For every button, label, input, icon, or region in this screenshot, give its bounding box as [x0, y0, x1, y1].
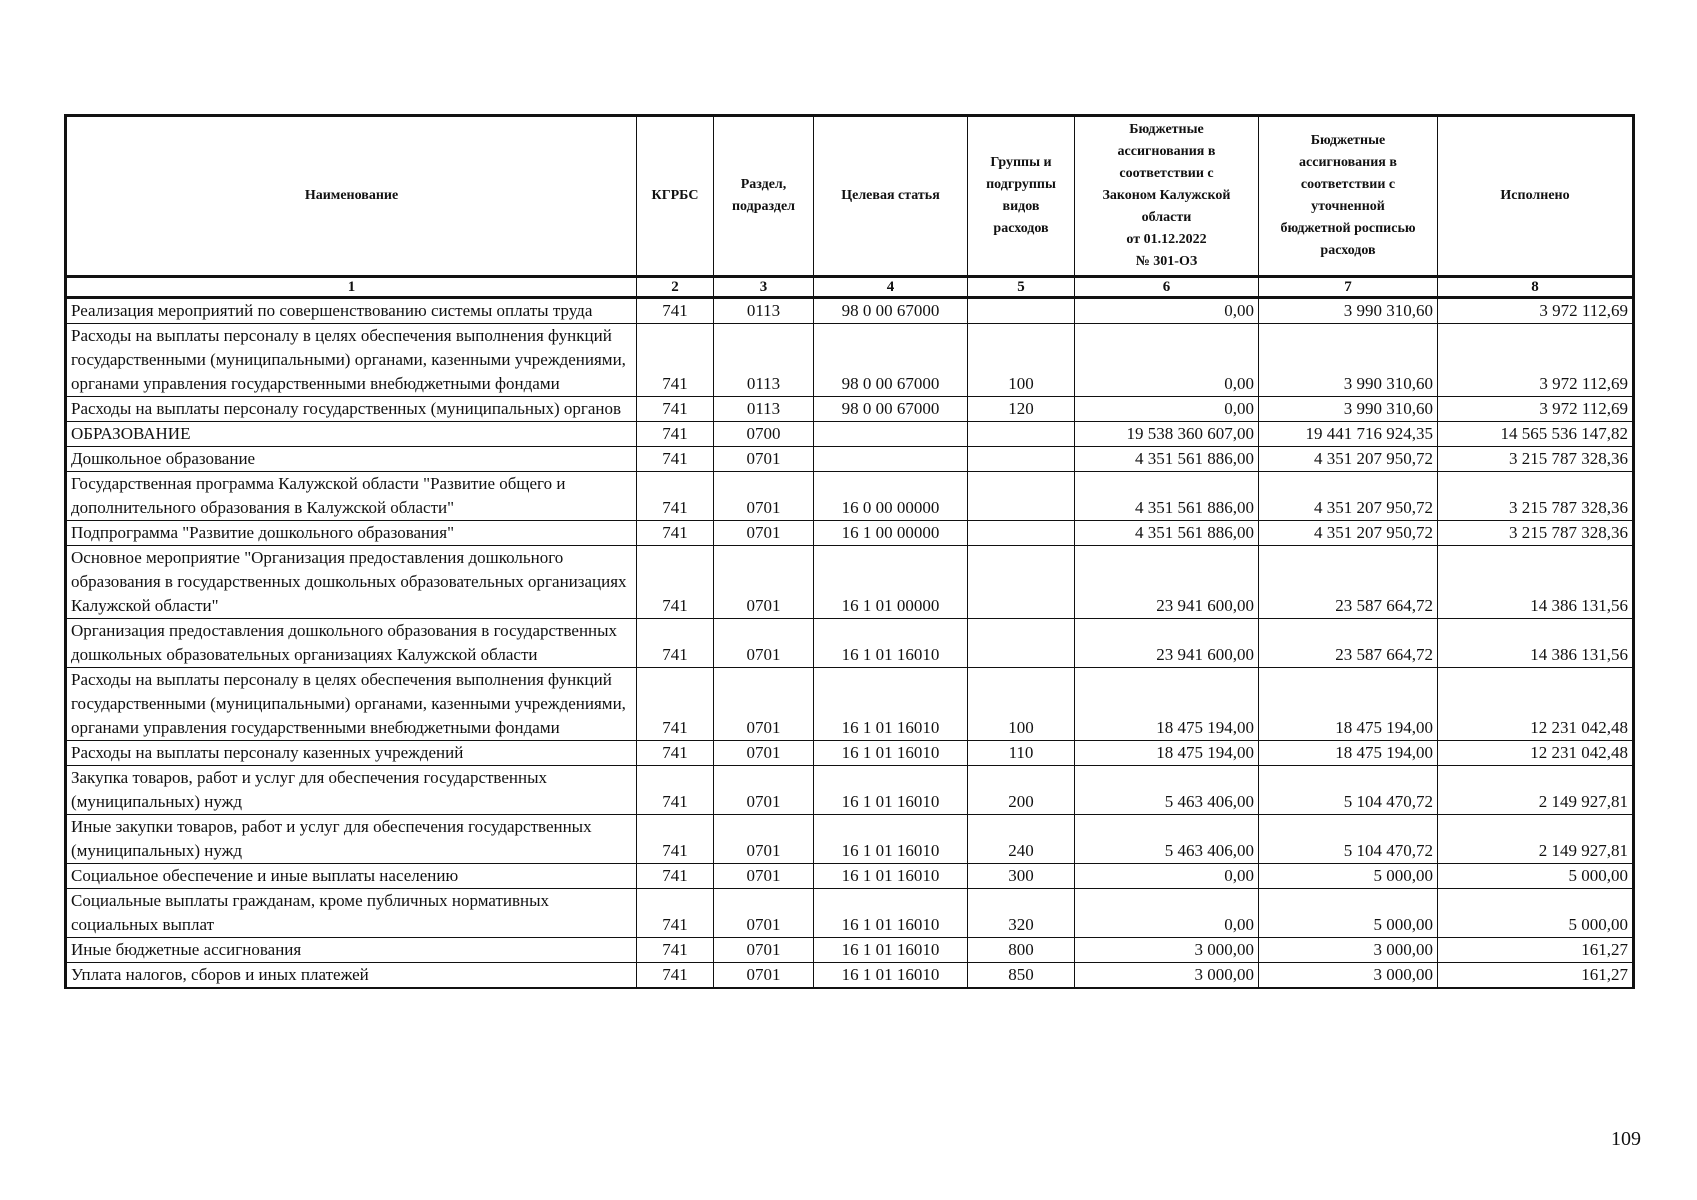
header-name: Наименование: [66, 116, 637, 277]
cell-executed: 2 149 927,81: [1438, 815, 1634, 864]
cell-revised: 23 587 664,72: [1259, 546, 1438, 619]
cell-group: [968, 546, 1075, 619]
column-number: 6: [1075, 277, 1259, 298]
cell-kgrbs: 741: [637, 447, 714, 472]
cell-kgrbs: 741: [637, 521, 714, 546]
cell-law: 4 351 561 886,00: [1075, 472, 1259, 521]
cell-target: 16 1 01 16010: [814, 864, 968, 889]
cell-group: [968, 422, 1075, 447]
cell-group: [968, 521, 1075, 546]
table-row: [66, 766, 1634, 815]
cell-revised: 5 000,00: [1259, 889, 1438, 938]
header-row: [66, 116, 1634, 277]
table-row: [66, 619, 1634, 668]
cell-executed: 14 386 131,56: [1438, 546, 1634, 619]
cell-executed: 12 231 042,48: [1438, 741, 1634, 766]
cell-group: 120: [968, 397, 1075, 422]
header-target: Целевая статья: [814, 116, 968, 277]
cell-kgrbs: 741: [637, 963, 714, 989]
cell-section: 0701: [714, 889, 814, 938]
cell-name: Расходы на выплаты персоналу государственных (муниципальных) органов: [66, 397, 637, 422]
cell-revised: 3 990 310,60: [1259, 324, 1438, 397]
table-row: [66, 938, 1634, 963]
cell-kgrbs: 741: [637, 741, 714, 766]
cell-name: Иные закупки товаров, работ и услуг для обеспечения государственных (муниципальных) нужд: [66, 815, 637, 864]
cell-section: 0113: [714, 397, 814, 422]
cell-section: 0701: [714, 963, 814, 989]
table-row: [66, 741, 1634, 766]
cell-revised: 23 587 664,72: [1259, 619, 1438, 668]
cell-kgrbs: 741: [637, 546, 714, 619]
column-number: 5: [968, 277, 1075, 298]
cell-law: 18 475 194,00: [1075, 668, 1259, 741]
cell-law: 3 000,00: [1075, 938, 1259, 963]
cell-group: 850: [968, 963, 1075, 989]
cell-group: 100: [968, 668, 1075, 741]
cell-executed: 3 972 112,69: [1438, 397, 1634, 422]
table-row: [66, 324, 1634, 397]
table-row: [66, 668, 1634, 741]
cell-name: Иные бюджетные ассигнования: [66, 938, 637, 963]
cell-name: Закупка товаров, работ и услуг для обеспечения государственных (муниципальных) нужд: [66, 766, 637, 815]
cell-section: 0113: [714, 324, 814, 397]
cell-group: [968, 298, 1075, 324]
cell-section: 0701: [714, 619, 814, 668]
cell-section: 0701: [714, 668, 814, 741]
cell-kgrbs: 741: [637, 815, 714, 864]
table-row: [66, 397, 1634, 422]
cell-law: 23 941 600,00: [1075, 619, 1259, 668]
cell-name: Дошкольное образование: [66, 447, 637, 472]
cell-law: 4 351 561 886,00: [1075, 521, 1259, 546]
cell-section: 0700: [714, 422, 814, 447]
table-row: [66, 447, 1634, 472]
column-number: 2: [637, 277, 714, 298]
table-row: [66, 546, 1634, 619]
table-row: [66, 422, 1634, 447]
cell-revised: 5 000,00: [1259, 864, 1438, 889]
cell-name: Социальные выплаты гражданам, кроме публичных нормативных социальных выплат: [66, 889, 637, 938]
table-row: [66, 864, 1634, 889]
cell-section: 0701: [714, 766, 814, 815]
cell-target: [814, 447, 968, 472]
cell-target: 98 0 00 67000: [814, 397, 968, 422]
cell-revised: 3 000,00: [1259, 963, 1438, 989]
cell-group: [968, 447, 1075, 472]
cell-law: 0,00: [1075, 889, 1259, 938]
column-number: 8: [1438, 277, 1634, 298]
cell-group: 200: [968, 766, 1075, 815]
cell-target: 16 0 00 00000: [814, 472, 968, 521]
cell-kgrbs: 741: [637, 668, 714, 741]
cell-revised: 4 351 207 950,72: [1259, 472, 1438, 521]
cell-name: Подпрограмма "Развитие дошкольного образования": [66, 521, 637, 546]
cell-name: Расходы на выплаты персоналу в целях обеспечения выполнения функций государственными (муниципальными) органами, казенными учреждениями, органами управления государственными внебюджетными фондами: [66, 668, 637, 741]
cell-law: 0,00: [1075, 397, 1259, 422]
cell-law: 18 475 194,00: [1075, 741, 1259, 766]
table-row: [66, 889, 1634, 938]
header-executed: Исполнено: [1438, 116, 1634, 277]
budget-table: [64, 114, 1635, 989]
cell-target: 16 1 01 00000: [814, 546, 968, 619]
cell-section: 0701: [714, 864, 814, 889]
cell-law: 5 463 406,00: [1075, 815, 1259, 864]
cell-name: Расходы на выплаты персоналу в целях обеспечения выполнения функций государственными (муниципальными) органами, казенными учреждениями, органами управления государственными внебюджетными фондами: [66, 324, 637, 397]
cell-target: 98 0 00 67000: [814, 298, 968, 324]
cell-group: [968, 472, 1075, 521]
cell-executed: 161,27: [1438, 963, 1634, 989]
cell-group: 100: [968, 324, 1075, 397]
column-number: 4: [814, 277, 968, 298]
cell-law: 3 000,00: [1075, 963, 1259, 989]
cell-revised: 3 990 310,60: [1259, 397, 1438, 422]
header-revised: Бюджетные ассигнования в соответствии с уточненной бюджетной росписью расходов: [1259, 116, 1438, 277]
cell-law: 0,00: [1075, 864, 1259, 889]
page-number: 109: [1611, 1128, 1641, 1150]
cell-executed: 14 386 131,56: [1438, 619, 1634, 668]
cell-name: Государственная программа Калужской области "Развитие общего и дополнительного образования в Калужской области": [66, 472, 637, 521]
cell-section: 0701: [714, 815, 814, 864]
cell-revised: 4 351 207 950,72: [1259, 447, 1438, 472]
cell-section: 0701: [714, 546, 814, 619]
cell-group: 320: [968, 889, 1075, 938]
cell-revised: 18 475 194,00: [1259, 741, 1438, 766]
table-row: [66, 963, 1634, 989]
header-group: Группы и подгруппы видов расходов: [968, 116, 1075, 277]
cell-executed: 3 972 112,69: [1438, 298, 1634, 324]
cell-name: Организация предоставления дошкольного образования в государственных дошкольных образовательных организациях Калужской области: [66, 619, 637, 668]
cell-revised: 4 351 207 950,72: [1259, 521, 1438, 546]
cell-kgrbs: 741: [637, 472, 714, 521]
cell-executed: 3 215 787 328,36: [1438, 472, 1634, 521]
column-number: 7: [1259, 277, 1438, 298]
cell-target: 16 1 01 16010: [814, 619, 968, 668]
table-row: [66, 521, 1634, 546]
cell-name: Реализация мероприятий по совершенствованию системы оплаты труда: [66, 298, 637, 324]
cell-kgrbs: 741: [637, 766, 714, 815]
cell-name: ОБРАЗОВАНИЕ: [66, 422, 637, 447]
cell-executed: 3 215 787 328,36: [1438, 447, 1634, 472]
table-row: [66, 815, 1634, 864]
cell-kgrbs: 741: [637, 889, 714, 938]
header-section: Раздел, подраздел: [714, 116, 814, 277]
cell-group: 240: [968, 815, 1075, 864]
cell-target: 16 1 01 16010: [814, 938, 968, 963]
cell-target: 16 1 01 16010: [814, 766, 968, 815]
cell-kgrbs: 741: [637, 397, 714, 422]
table-row: [66, 472, 1634, 521]
cell-revised: 18 475 194,00: [1259, 668, 1438, 741]
header-kgrbs: КГРБС: [637, 116, 714, 277]
cell-executed: 3 972 112,69: [1438, 324, 1634, 397]
column-number: 1: [66, 277, 637, 298]
cell-kgrbs: 741: [637, 864, 714, 889]
cell-section: 0701: [714, 938, 814, 963]
cell-kgrbs: 741: [637, 619, 714, 668]
cell-name: Социальное обеспечение и иные выплаты населению: [66, 864, 637, 889]
table-body: [66, 298, 1634, 989]
cell-group: [968, 619, 1075, 668]
cell-section: 0701: [714, 472, 814, 521]
cell-target: 16 1 01 16010: [814, 741, 968, 766]
cell-executed: 3 215 787 328,36: [1438, 521, 1634, 546]
cell-executed: 12 231 042,48: [1438, 668, 1634, 741]
cell-revised: 19 441 716 924,35: [1259, 422, 1438, 447]
cell-section: 0701: [714, 447, 814, 472]
cell-revised: 5 104 470,72: [1259, 766, 1438, 815]
cell-executed: 161,27: [1438, 938, 1634, 963]
cell-kgrbs: 741: [637, 298, 714, 324]
cell-group: 110: [968, 741, 1075, 766]
cell-target: 16 1 01 16010: [814, 815, 968, 864]
table-row: [66, 298, 1634, 324]
cell-executed: 5 000,00: [1438, 864, 1634, 889]
cell-executed: 14 565 536 147,82: [1438, 422, 1634, 447]
cell-target: 16 1 00 00000: [814, 521, 968, 546]
cell-revised: 3 990 310,60: [1259, 298, 1438, 324]
cell-executed: 2 149 927,81: [1438, 766, 1634, 815]
cell-law: 0,00: [1075, 324, 1259, 397]
cell-name: Расходы на выплаты персоналу казенных учреждений: [66, 741, 637, 766]
cell-name: Основное мероприятие "Организация предоставления дошкольного образования в государственных дошкольных образовательных организациях Калужской области": [66, 546, 637, 619]
cell-group: 300: [968, 864, 1075, 889]
cell-section: 0113: [714, 298, 814, 324]
cell-law: 5 463 406,00: [1075, 766, 1259, 815]
cell-kgrbs: 741: [637, 938, 714, 963]
cell-target: 16 1 01 16010: [814, 963, 968, 989]
cell-name: Уплата налогов, сборов и иных платежей: [66, 963, 637, 989]
cell-group: 800: [968, 938, 1075, 963]
cell-law: 0,00: [1075, 298, 1259, 324]
cell-law: 4 351 561 886,00: [1075, 447, 1259, 472]
cell-kgrbs: 741: [637, 422, 714, 447]
cell-revised: 3 000,00: [1259, 938, 1438, 963]
cell-section: 0701: [714, 741, 814, 766]
cell-section: 0701: [714, 521, 814, 546]
cell-revised: 5 104 470,72: [1259, 815, 1438, 864]
header-law: Бюджетные ассигнования в соответствии с Законом Калужской области от 01.12.2022 № 301-ОЗ: [1075, 116, 1259, 277]
cell-executed: 5 000,00: [1438, 889, 1634, 938]
column-number-row: [66, 277, 1634, 298]
cell-target: [814, 422, 968, 447]
cell-target: 16 1 01 16010: [814, 889, 968, 938]
cell-law: 23 941 600,00: [1075, 546, 1259, 619]
cell-law: 19 538 360 607,00: [1075, 422, 1259, 447]
cell-target: 16 1 01 16010: [814, 668, 968, 741]
column-number: 3: [714, 277, 814, 298]
cell-kgrbs: 741: [637, 324, 714, 397]
cell-target: 98 0 00 67000: [814, 324, 968, 397]
